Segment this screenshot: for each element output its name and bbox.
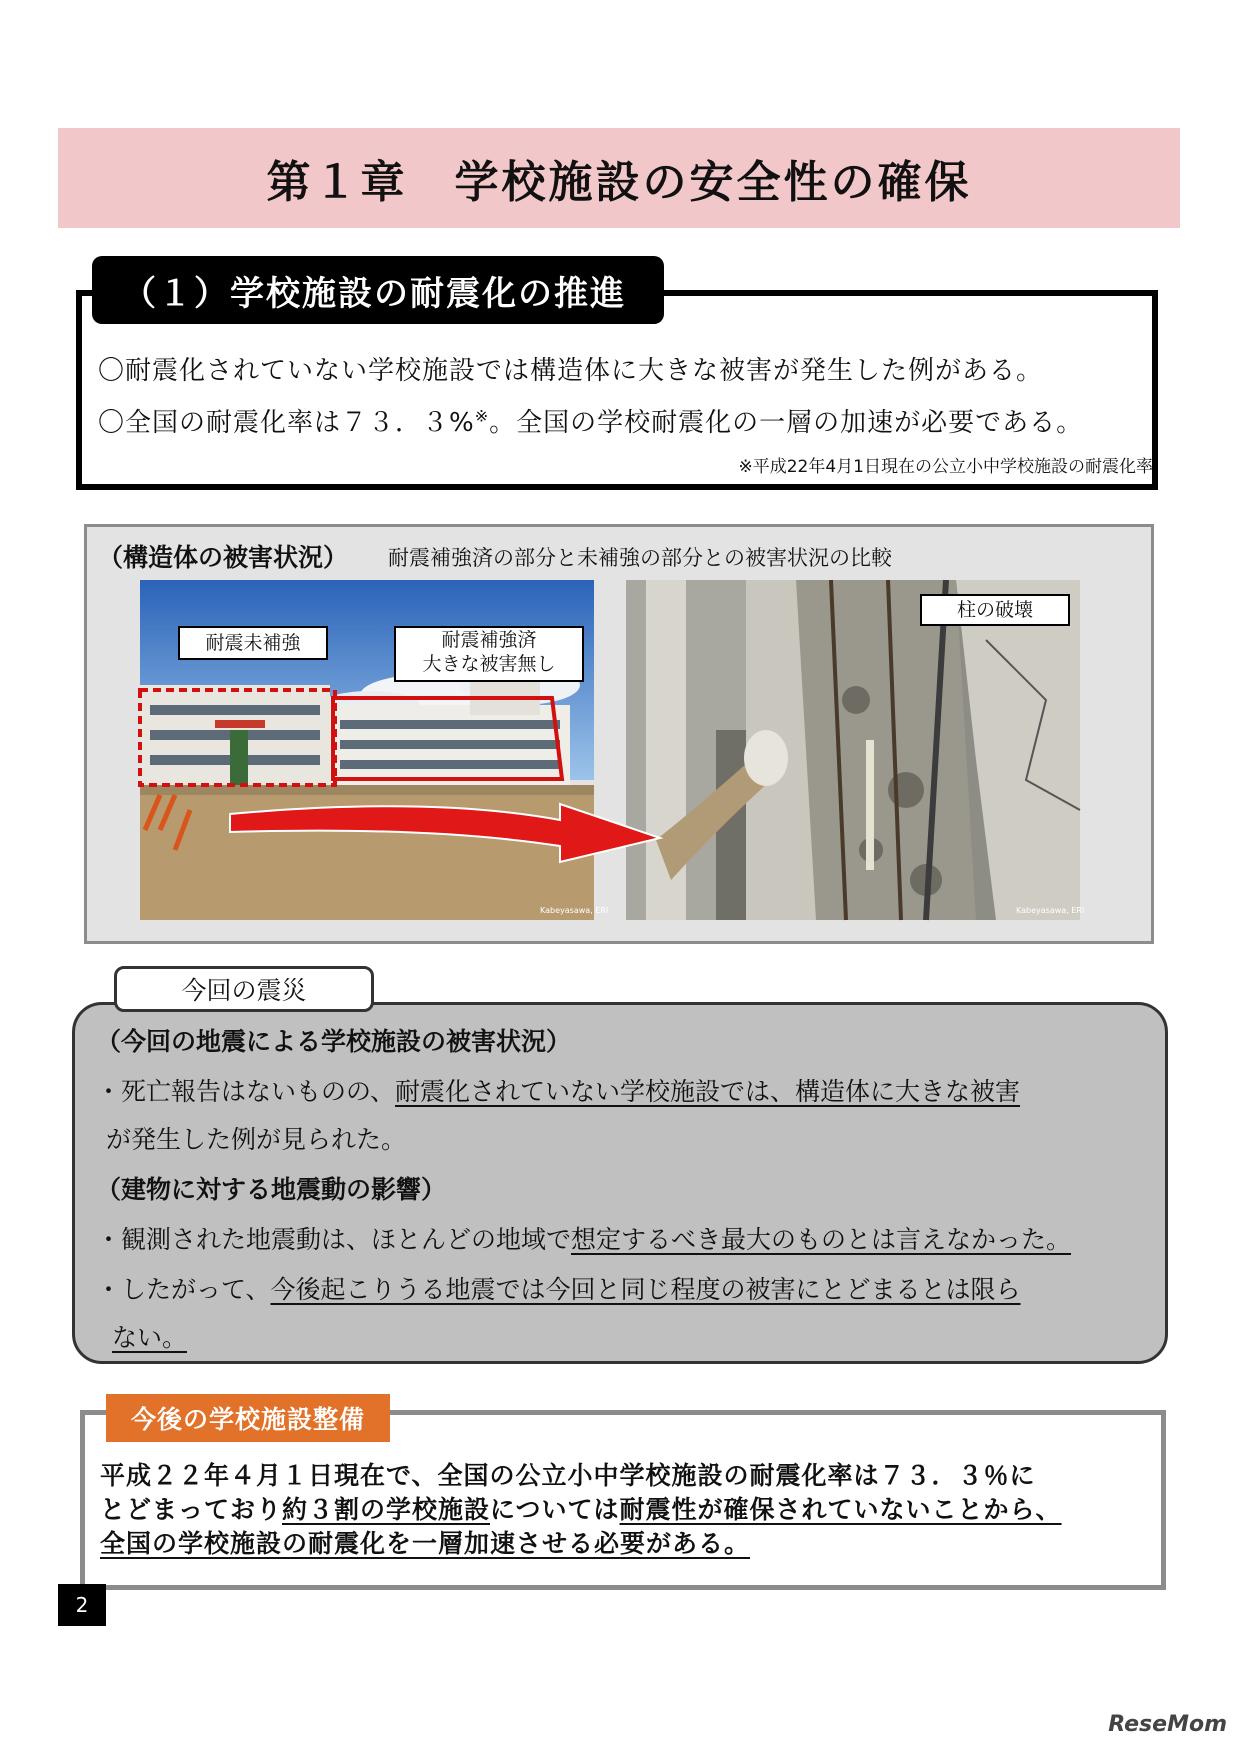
future-line2 (100, 1490, 1062, 1526)
label-reinforced (394, 626, 584, 682)
earthquake-bullet1-pre: ・死亡報告はないものの、 (96, 1077, 396, 1106)
future-line3: 全国の学校施設の耐震化を一層加速させる必要がある。 (100, 1529, 751, 1558)
section1-line1: 〇耐震化されていない学校施設では構造体に大きな被害が発生した例がある。 (98, 356, 1044, 386)
future-tab-label: 今後の学校施設整備 (130, 1405, 365, 1434)
page-number: 2 (58, 1584, 106, 1626)
future-line1: 平成２２年４月１日現在で、全国の公立小中学校施設の耐震化率は７３．３％に (100, 1461, 1036, 1490)
label-column-failure: 柱の破壊 (920, 594, 1070, 626)
chapter-title-banner (58, 128, 1180, 228)
section1-title: （１）学校施設の耐震化の推進 (122, 273, 626, 314)
future-line2-underlined2: 耐震性が確保されていないことから、 (619, 1495, 1062, 1524)
earthquake-bullet1 (96, 1072, 1020, 1108)
label-unreinforced: 耐震未補強 (178, 626, 328, 660)
future-line2-mid: については (490, 1495, 620, 1524)
credit-right: Kabeyasawa, ERI (1016, 906, 1085, 915)
future-line2-pre: とどまっており (100, 1495, 283, 1524)
section1-line2-sup: ※ (474, 406, 490, 426)
earthquake-tab-label: 今回の震災 (181, 976, 307, 1005)
damage-subheading: 耐震補強済の部分と未補強の部分との被害状況の比較 (388, 546, 892, 570)
future-tab (106, 1394, 390, 1442)
chapter-title: 第１章 学校施設の安全性の確保 (266, 157, 972, 208)
earthquake-heading1: （今回の地震による学校施設の被害状況） (96, 1027, 572, 1056)
credit-left: Kabeyasawa, ERI (540, 906, 609, 915)
earthquake-bullet3-pre: ・したがって、 (96, 1275, 271, 1304)
earthquake-bullet2-underlined: 想定するべき最大のものとは言えなかった。 (571, 1225, 1072, 1254)
section1-line2 (98, 402, 1083, 439)
damage-heading: （構造体の被害状況） (98, 543, 349, 572)
section1-note: ※平成22年4月1日現在の公立小中学校施設の耐震化率 (738, 457, 1153, 477)
section1-line2-post: 。全国の学校耐震化の一層の加速が必要である。 (489, 408, 1084, 438)
watermark-logo: ReseMom (1108, 1712, 1227, 1737)
earthquake-bullet3-cont: ない。 (112, 1323, 188, 1352)
earthquake-bullet2-pre: ・観測された地震動は、ほとんどの地域で (96, 1225, 572, 1254)
earthquake-bullet1-underlined: 耐震化されていない学校施設では、構造体に大きな被害 (395, 1077, 1021, 1106)
future-line2-underlined1: 約３割の学校施設 (282, 1495, 491, 1524)
section1-line2-pre: 〇全国の耐震化率は７３．３% (98, 408, 475, 438)
label-reinforced-line2: 大きな被害無し (422, 653, 556, 675)
earthquake-tab (114, 966, 374, 1012)
comparison-arrow (230, 800, 670, 870)
label-reinforced-line1: 耐震補強済 (441, 629, 537, 651)
earthquake-bullet3-underlined: 今後起こりうる地震では今回と同じ程度の被害にとどまるとは限ら (270, 1275, 1021, 1304)
earthquake-bullet3 (96, 1270, 1021, 1306)
earthquake-bullet2 (96, 1220, 1071, 1256)
broken-column-photo (626, 580, 1085, 920)
broken-column-illustration (626, 580, 1085, 920)
earthquake-heading2: （建物に対する地震動の影響） (96, 1175, 447, 1204)
earthquake-bullet1-cont: が発生した例が見られた。 (106, 1125, 407, 1154)
section1-tab (92, 256, 664, 324)
